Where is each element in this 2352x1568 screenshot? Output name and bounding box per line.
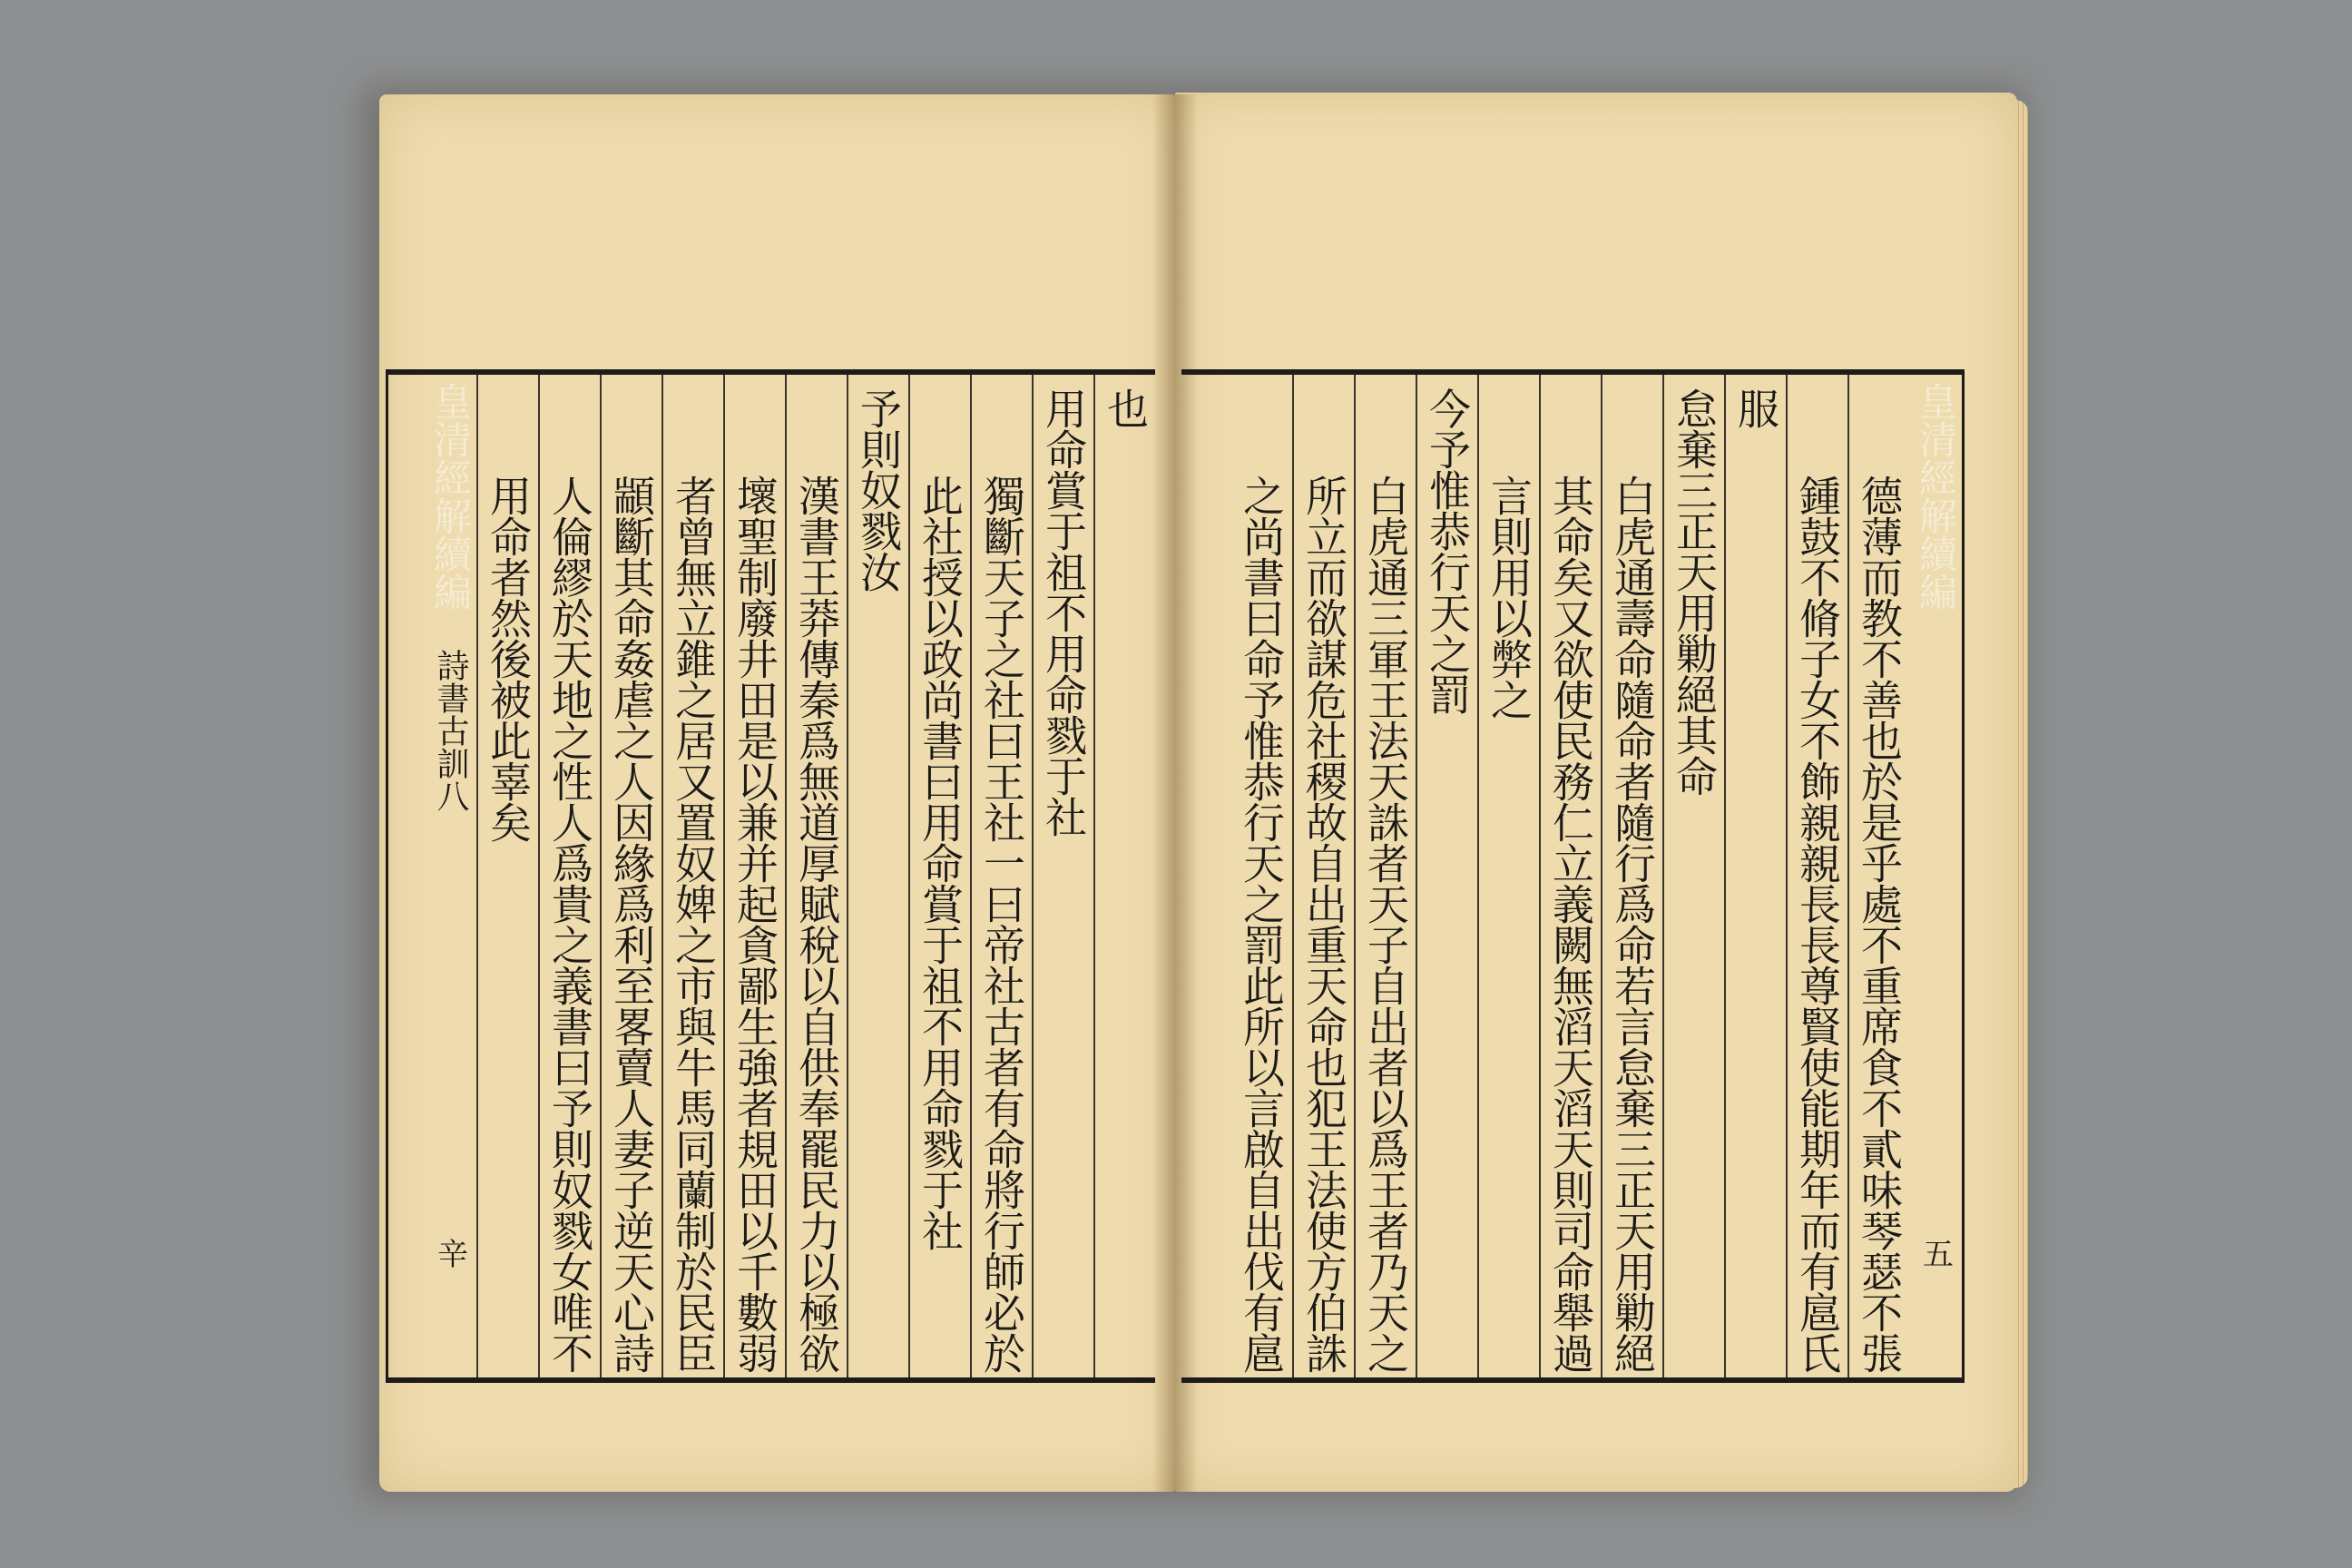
text-column: 顓斷其命姦虐之人因緣爲利至畧賣人妻子逆天心詩 [600, 375, 662, 1377]
text-column: 壞聖制廢井田是以兼并起貪鄙生強者規田以千數弱 [723, 375, 785, 1377]
text-column: 言則用以弊之 [1477, 375, 1539, 1377]
book-title: 皇清經解續編 [1914, 382, 1958, 611]
right-banner-column [1909, 375, 1962, 1377]
text-column: 怠棄三正天用勦絕其命 [1662, 375, 1724, 1377]
book-title: 皇清經解續編 [428, 382, 473, 611]
left-banner-column [424, 375, 476, 1377]
text-column: 之尚書曰命予惟恭行天之罰此所以言啟自出伐有扈 [1237, 475, 1286, 1373]
text-column: 用命者然後被此辜矣 [476, 375, 538, 1377]
text-column: 鍾鼓不脩子女不飾親親長長尊賢使能期年而有扈氏 [1786, 375, 1847, 1377]
text-column: 德薄而教不善也於是乎處不重席食不貳味琴瑟不張 [1847, 375, 1909, 1377]
folio-number: 五 [1914, 1238, 1958, 1269]
text-column: 人倫繆於天地之性人爲貴之義書曰予則奴戮女唯不 [538, 375, 600, 1377]
text-column: 白虎通壽命隨命者隨行爲命若言怠棄三正天用勦絕 [1601, 375, 1662, 1377]
text-column: 服 [1724, 375, 1786, 1377]
text-column: 所立而欲謀危社稷故自出重天命也犯王法使方伯誅 [1292, 375, 1354, 1377]
text-column: 獨斷天子之社曰王社一曰帝社古者有命將行師必於 [970, 375, 1032, 1377]
text-column: 漢書王莽傳秦爲無道厚賦稅以自供奉罷民力以極欲 [785, 375, 847, 1377]
text-column: 其命矣又欲使民務仁立義闕無滔天滔天則司命舉過 [1539, 375, 1601, 1377]
text-column: 此社授以政尚書曰用命賞于祖不用命戮于社 [908, 375, 970, 1377]
text-column: 用命賞于祖不用命戮于社 [1032, 375, 1093, 1377]
folio-number: 辛 [428, 1238, 473, 1269]
chapter-label: 詩書古訓八 [432, 649, 469, 812]
right-text-frame [1181, 369, 1965, 1383]
text-column: 今予惟恭行天之罰 [1416, 375, 1477, 1377]
left-text-frame [386, 369, 1155, 1383]
text-column: 也 [1093, 375, 1155, 1377]
text-column: 白虎通三軍王法天誅者天子自出者以爲王者乃天之 [1354, 375, 1416, 1377]
text-column: 者曾無立錐之居又置奴婢之市與牛馬同蘭制於民臣 [662, 375, 723, 1377]
text-column: 予則奴戮汝 [847, 375, 908, 1377]
